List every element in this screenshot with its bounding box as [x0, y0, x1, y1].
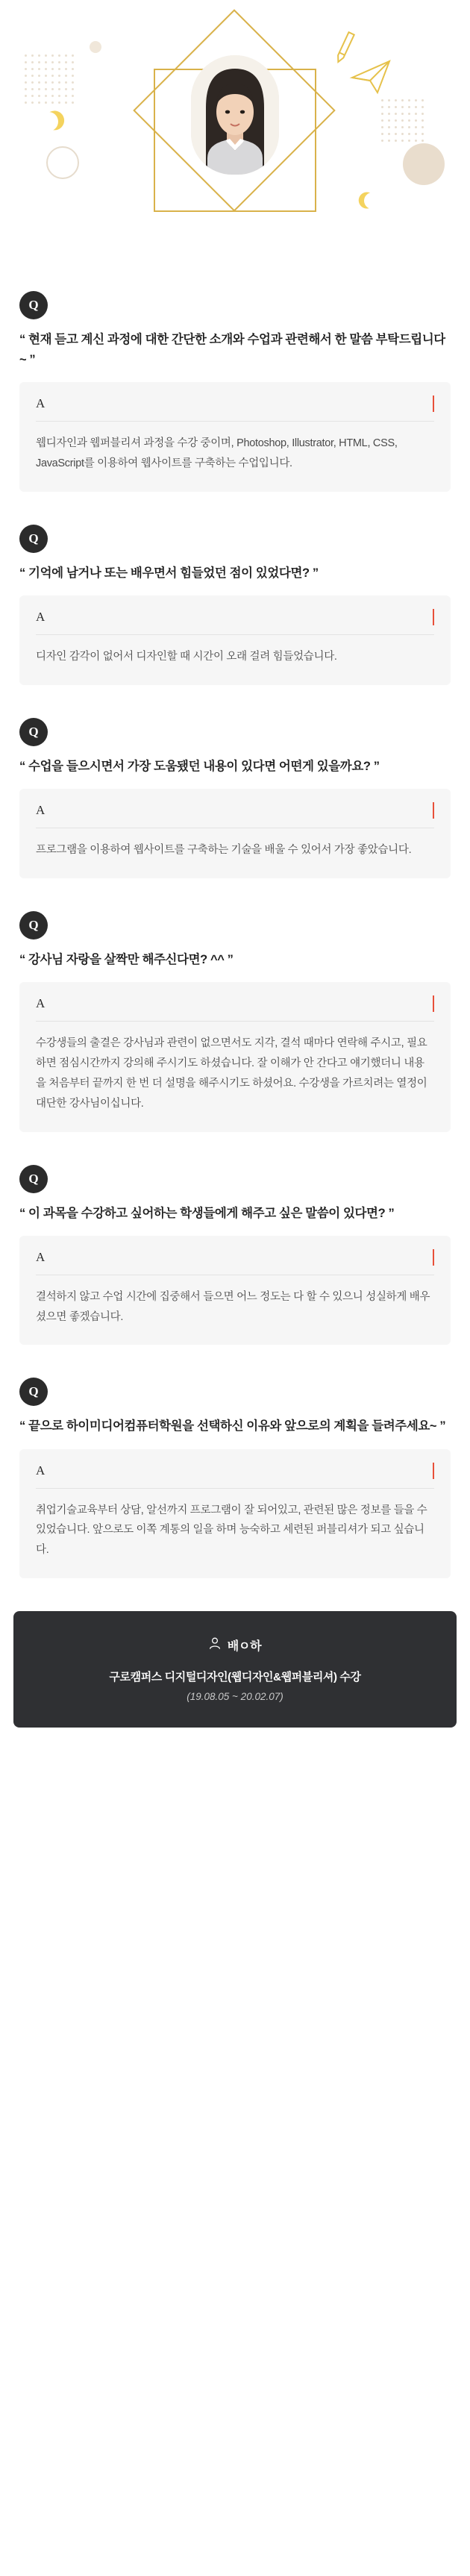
answer-text: 결석하지 않고 수업 시간에 집중해서 들으면 어느 정도는 다 할 수 있으니 성실하게 배우셨으면 좋겠습니다. [36, 1290, 430, 1323]
answer-text: 디자인 감각이 없어서 디자인할 때 시간이 오래 걸려 힘들었습니다. [36, 651, 337, 663]
accent-bar-icon [433, 802, 434, 819]
paper-plane-icon [348, 55, 394, 97]
question-badge: Q [19, 1165, 48, 1193]
answer-text: 취업기술교육부터 상담, 알선까지 프로그램이 잘 되어있고, 관련된 많은 정보를 들을 수 있었습니다. 앞으로도 이쪽 계통의 일을 하며 능숙하고 세련된 퍼블리셔가 되고 싶습니다. [36, 1504, 427, 1557]
answer-card [19, 1449, 451, 1578]
answer-header [36, 802, 434, 828]
answer-badge: A [36, 803, 46, 818]
qa-list [0, 285, 470, 1578]
question-badge: Q [19, 291, 48, 319]
accent-bar-icon [433, 396, 434, 412]
answer-header [36, 1463, 434, 1489]
ring-icon [46, 146, 79, 179]
answer-badge: A [36, 1249, 46, 1264]
accent-bar-icon [433, 1463, 434, 1479]
answer-card [19, 595, 451, 685]
accent-bar-icon [433, 609, 434, 625]
course-name: 구로캠퍼스 디지털디자인(웹디자인&웹퍼블리셔) 수강 [109, 1671, 361, 1684]
answer-header [36, 609, 434, 635]
question-badge: Q [19, 911, 48, 940]
moon-icon [36, 109, 62, 135]
answer-badge: A [36, 610, 46, 625]
qa-item [0, 525, 470, 685]
question-badge: Q [19, 1378, 48, 1406]
answer-header [36, 1249, 434, 1275]
accent-bar-icon [433, 995, 434, 1012]
footer-card [13, 1611, 457, 1728]
question-text: “ 이 과목을 수강하고 싶어하는 학생들에게 해주고 싶은 말씀이 있다면? ” [19, 1206, 395, 1220]
student-photo [191, 55, 279, 175]
question-badge: Q [19, 718, 48, 746]
question-text: “ 기억에 남거나 또는 배우면서 힘들었던 점이 있었다면? ” [19, 566, 319, 581]
course-period: (19.08.05 ~ 20.02.07) [187, 1691, 283, 1703]
question-text: “ 끝으로 하이미디어컴퓨터학원을 선택하신 이유와 앞으로의 계획을 들려주세요~ ” [19, 1419, 446, 1434]
question-text: “ 수업을 들으시면서 가장 도움됐던 내용이 있다면 어떤게 있을까요? ” [19, 760, 380, 774]
qa-item [0, 291, 470, 492]
hero-banner [0, 0, 470, 285]
answer-badge: A [36, 996, 46, 1011]
question-badge: Q [19, 525, 48, 553]
answer-card [19, 982, 451, 1131]
answer-badge: A [36, 1463, 46, 1478]
qa-item [0, 911, 470, 1131]
answer-card [19, 1236, 451, 1345]
student-name-row [28, 1636, 442, 1654]
moon-icon [362, 190, 383, 211]
answer-card [19, 789, 451, 878]
question-text: “ 강사님 자랑을 살짝만 해주신다면? ^^ ” [19, 953, 234, 967]
qa-item [0, 1378, 470, 1578]
dot-grid-icon [22, 52, 75, 104]
answer-header [36, 995, 434, 1022]
answer-text: 웹디자인과 웹퍼블리셔 과정을 수강 중이며, Photoshop, Illustrator, HTML, CSS, JavaScript를 이용하여 웹사이트를 구축하는 수업입니다. [36, 437, 398, 470]
answer-badge: A [36, 396, 46, 411]
question-text: “ 현재 듣고 계신 과정에 대한 간단한 소개와 수업과 관련해서 한 말씀 부탁드립니다~ ” [19, 333, 445, 367]
answer-text: 프로그램을 이용하여 웹사이트를 구축하는 기술을 배울 수 있어서 가장 좋았습니다. [36, 844, 412, 857]
circle-icon [90, 41, 101, 53]
accent-bar-icon [433, 1249, 434, 1266]
circle-icon [403, 143, 445, 185]
qa-item [0, 1165, 470, 1345]
qa-item [0, 718, 470, 878]
answer-header [36, 396, 434, 422]
person-icon [209, 1637, 221, 1654]
answer-card [19, 382, 451, 492]
answer-text: 수강생들의 출결은 강사님과 관련이 없으면서도 지각, 결석 때마다 연락해 주시고, 필요하면 점심시간까지 강의해 주시기도 하셨습니다. 잘 이해가 안 간다고 얘기했더니 내용을 처음부터 끝까지 한 번 더 설명을 해주시기도 하셨어요. 수강생을 가르치려는 열정이 대단한 강사님이십니다. [36, 1037, 427, 1110]
dot-grid-icon [379, 97, 425, 143]
student-name: 배ㅇ하 [227, 1640, 262, 1654]
